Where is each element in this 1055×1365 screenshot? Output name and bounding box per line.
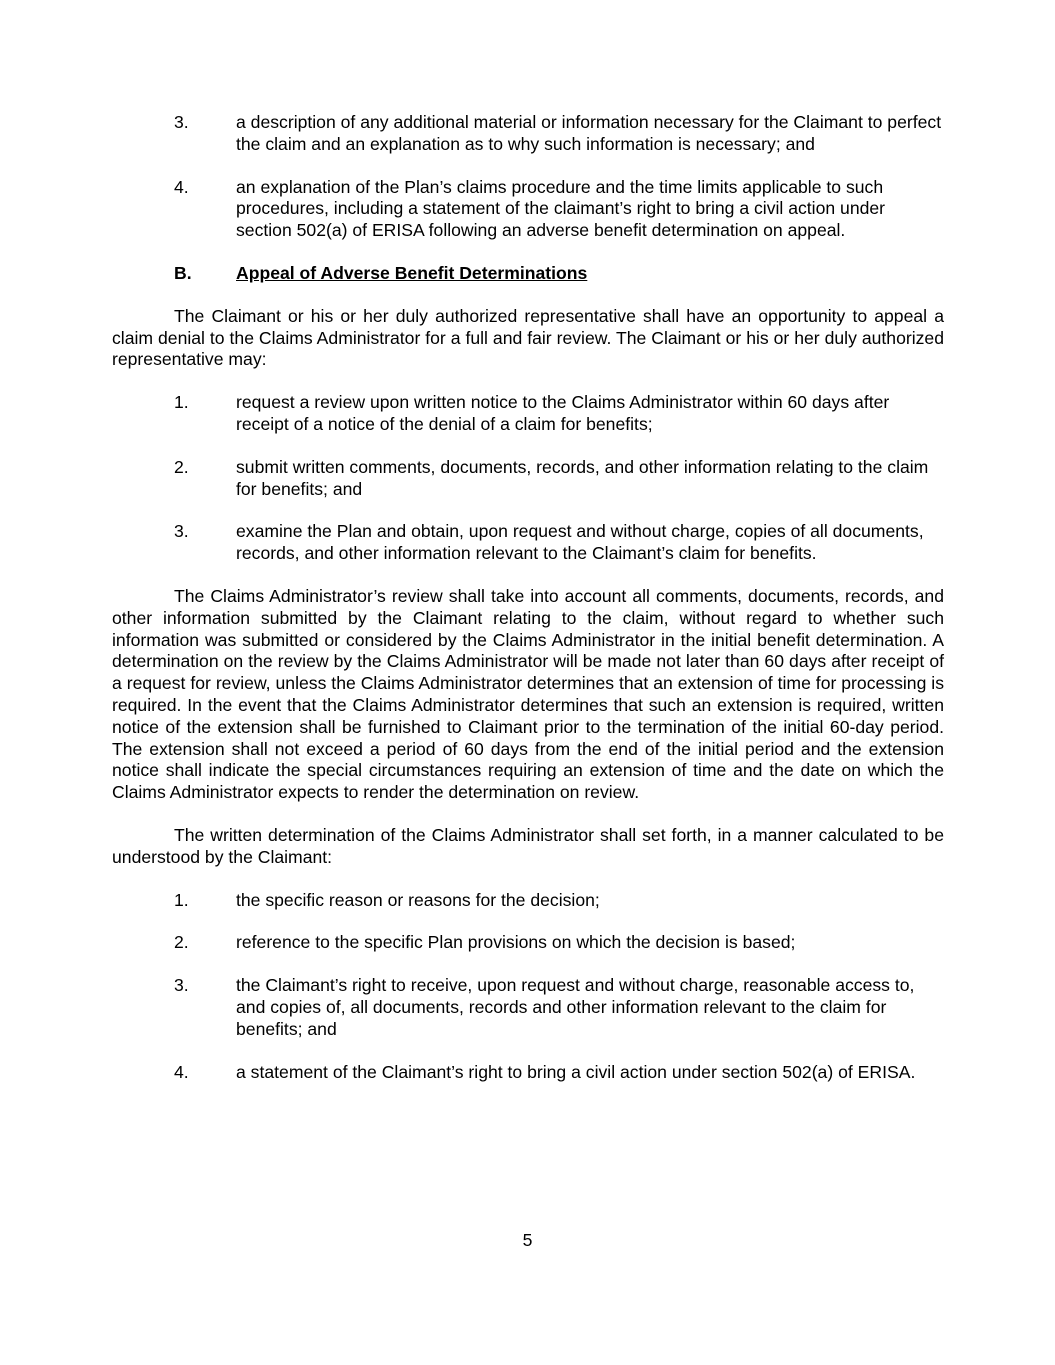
list-item-text: submit written comments, documents, records, and other information relating to the claim for benefits; and [236, 456, 929, 499]
paragraph-written-determination: The written determination of the Claims Administrator shall set forth, in a manner calculated to be understood by the Claimant: [112, 824, 944, 867]
paragraph-review: The Claims Administrator’s review shall take into account all comments, documents, records, and other information submitted by the Claimant relating to the claim, without regard to whether such information was submitted or considered by the Claims Administrator in the initial benefit determination. A determination on the review by the Claims Administrator will be made not later than 60 days after receipt of a request for review, unless the Claims Administrator determines that an extension of time for processing is required. In the event that the Claims Administrator determines that such an extension is required, written notice of the extension shall be furnished to Claimant prior to the termination of the initial 60-day period. The extension shall not exceed a period of 60 days from the end of the initial period and the extension notice shall indicate the special circumstances requiring an extension of time and the date on which the Claims Administrator expects to render the determination on review. [112, 585, 944, 803]
list-item [112, 112, 944, 156]
list-item-number: 4. [174, 1061, 189, 1082]
list-item-number: 3. [174, 521, 189, 542]
paragraph-appeal-intro: The Claimant or his or her duly authorized representative shall have an opportunity to appeal a claim denial to the Claims Administrator for a full and fair review. The Claimant or his or her duly authorized representative may: [112, 305, 944, 370]
list-item [112, 932, 944, 954]
list-item [112, 457, 944, 501]
list-item-text: reference to the specific Plan provisions on which the decision is based; [236, 932, 796, 953]
list-item-number: 1. [174, 889, 189, 910]
list-item [112, 521, 944, 565]
list-item-text: the Claimant’s right to receive, upon request and without charge, reasonable access to, and copies of, all documents, records and other information relevant to the claim for benefits; and [236, 975, 915, 1039]
list-item-text: request a review upon written notice to the Claims Administrator within 60 days after receipt of a notice of the denial of a claim for benefits; [236, 392, 890, 434]
list-item-text: a statement of the Claimant’s right to bring a civil action under section 502(a) of ERISA. [236, 1061, 916, 1082]
list-item-text: examine the Plan and obtain, upon request and without charge, copies of all documents, records, and other information relevant to the Claimant’s claim for benefits. [236, 521, 924, 564]
list-item-number: 1. [174, 392, 189, 413]
list-item-number: 3. [174, 112, 189, 132]
list-item-text: an explanation of the Plan’s claims procedure and the time limits applicable to such procedures, including a statement of the claimant’s right to bring a civil action under section 502(a) of ERISA following an adverse benefit determination on appeal. [236, 176, 886, 241]
page-number: 5 [522, 1230, 533, 1250]
list-item-text: the specific reason or reasons for the decision; [236, 889, 600, 910]
list-item [112, 890, 944, 912]
list-item-number: 4. [174, 176, 189, 197]
list-item [112, 177, 944, 242]
section-number: B. [174, 262, 192, 283]
list-item-number: 2. [174, 456, 189, 477]
list-item [112, 392, 944, 436]
section-heading [112, 263, 944, 285]
document-page [112, 112, 944, 1104]
list-item-text: a description of any additional material or information necessary for the Claimant to perfect the claim and an explanation as to why such information is necessary; and [236, 112, 942, 154]
list-item-number: 2. [174, 932, 189, 953]
list-item-number: 3. [174, 975, 189, 996]
list-item [112, 975, 944, 1040]
list-item [112, 1062, 944, 1084]
section-title: Appeal of Adverse Benefit Determinations [236, 262, 588, 283]
